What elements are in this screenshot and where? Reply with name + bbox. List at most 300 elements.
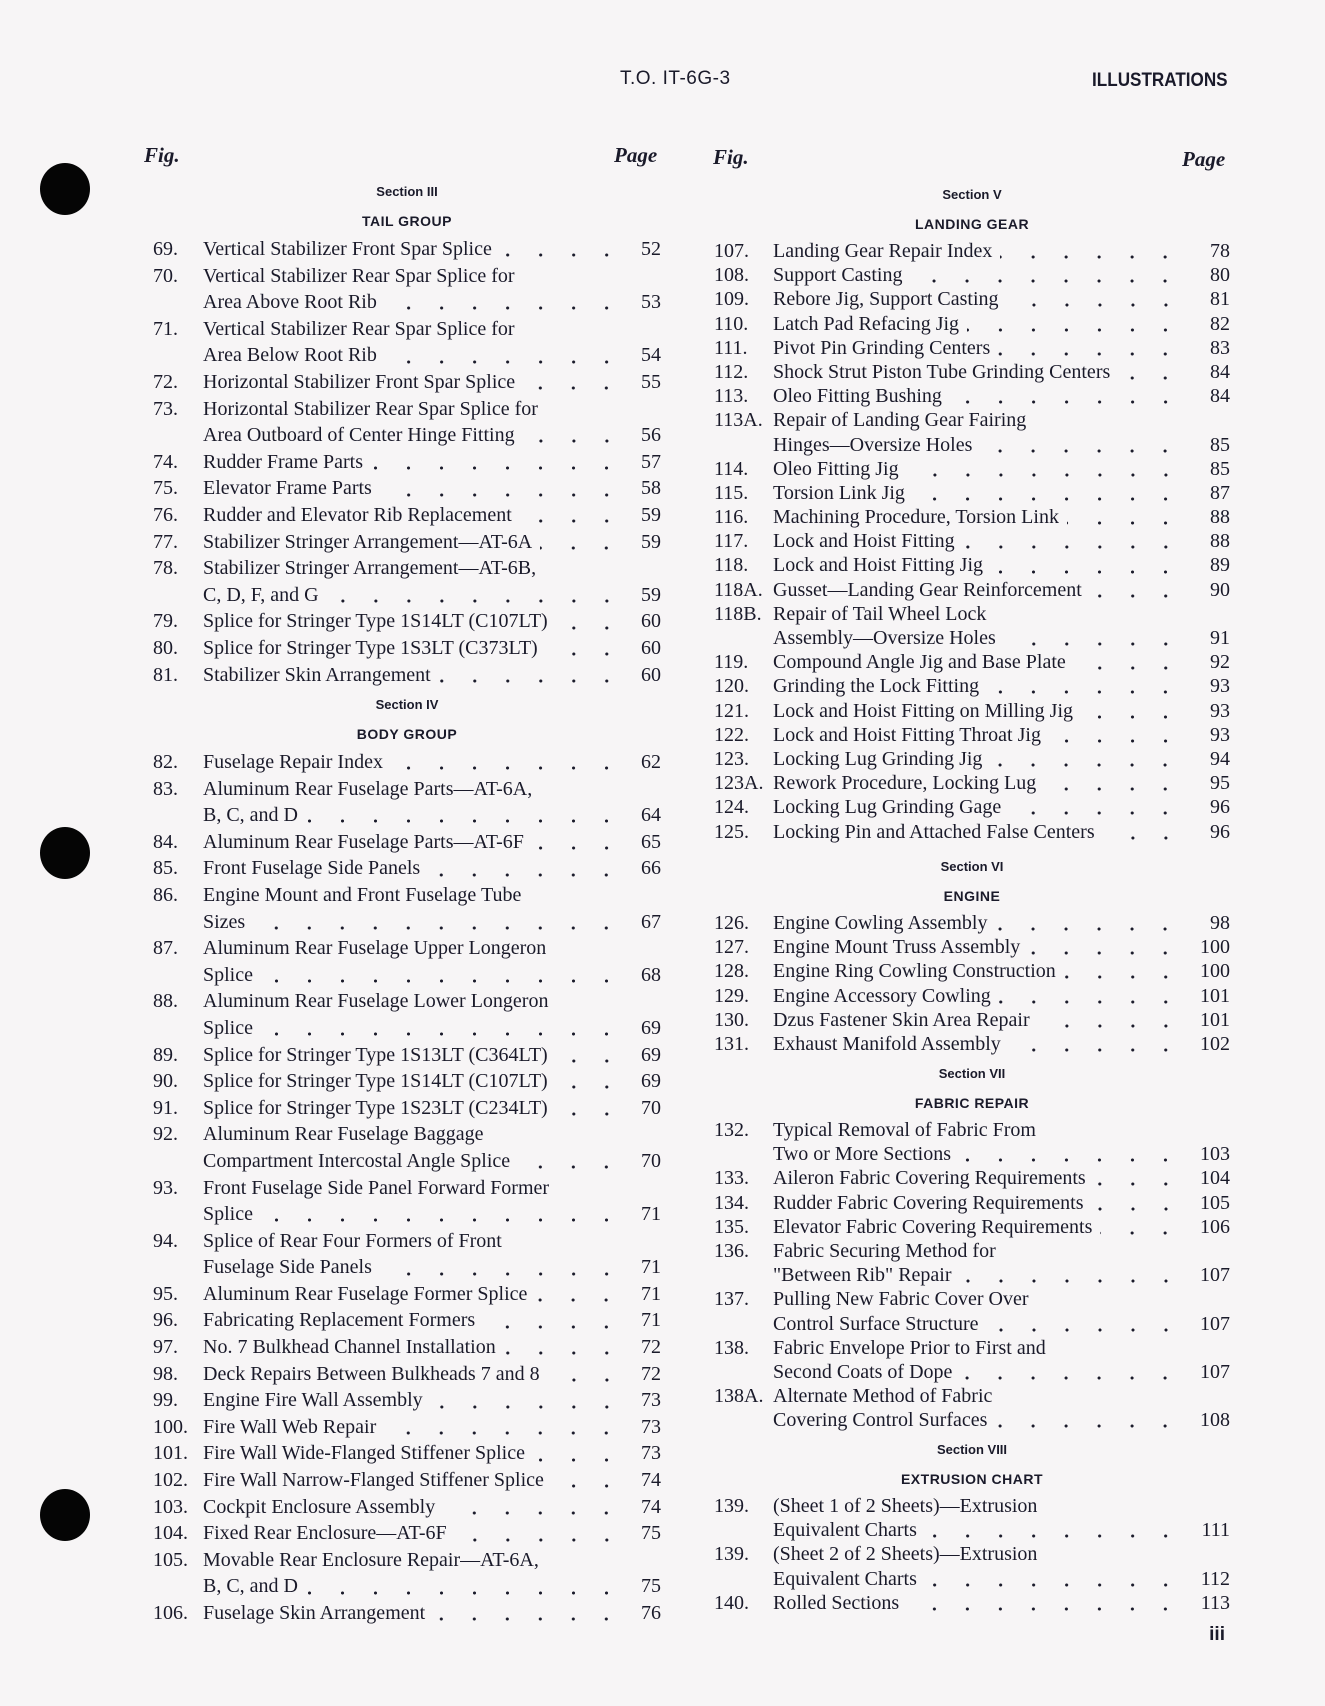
running-title: ILLUSTRATIONS bbox=[1092, 70, 1228, 91]
toc-entry[interactable] bbox=[153, 369, 661, 396]
toc-entry[interactable] bbox=[153, 1175, 661, 1228]
dot-leader bbox=[1044, 787, 1182, 791]
page-number: 93 bbox=[1210, 723, 1230, 746]
toc-entry[interactable] bbox=[714, 1166, 1230, 1190]
page-number: 71 bbox=[641, 1203, 661, 1226]
toc-entry[interactable] bbox=[714, 1591, 1230, 1615]
entry-line bbox=[714, 650, 1230, 674]
toc-entry[interactable] bbox=[714, 336, 1230, 360]
page-number: 81 bbox=[1210, 288, 1230, 311]
toc-entry[interactable] bbox=[153, 1600, 661, 1627]
figure-number: 111. bbox=[714, 336, 748, 359]
entry-title: Covering Control Surfaces bbox=[773, 1409, 988, 1432]
entry-title: Engine Fire Wall Assembly bbox=[203, 1389, 423, 1412]
toc-entry[interactable] bbox=[714, 1239, 1230, 1287]
figure-number: 69. bbox=[153, 238, 178, 260]
entry-title: Compound Angle Jig and Base Plate bbox=[773, 651, 1066, 674]
toc-entry[interactable] bbox=[153, 1414, 661, 1441]
toc-entry[interactable] bbox=[153, 1361, 661, 1388]
dot-leader bbox=[371, 466, 623, 470]
figure-number: 98. bbox=[153, 1362, 178, 1385]
toc-entry[interactable] bbox=[714, 408, 1230, 456]
entry-line bbox=[714, 1166, 1230, 1190]
toc-entry[interactable] bbox=[153, 1467, 661, 1494]
toc-entry[interactable] bbox=[153, 1494, 661, 1521]
section-group-title: LANDING GEAR bbox=[914, 216, 1030, 232]
entry-title: Compartment Intercostal Angle Splice bbox=[203, 1149, 511, 1172]
toc-entry[interactable] bbox=[714, 481, 1230, 505]
entry-line bbox=[714, 699, 1230, 723]
toc-entry[interactable] bbox=[153, 1095, 661, 1122]
entry-line bbox=[714, 1312, 1230, 1336]
entry-title: Gusset—Landing Gear Reinforcement bbox=[773, 578, 1082, 601]
entry-title: Vertical Stabilizer Front Spar Splice bbox=[203, 238, 492, 260]
figure-number: 132. bbox=[714, 1119, 749, 1141]
toc-entry[interactable] bbox=[714, 1287, 1230, 1335]
dot-leader bbox=[959, 1158, 1182, 1162]
page-number: 64 bbox=[641, 804, 661, 827]
dot-leader bbox=[960, 1279, 1182, 1283]
toc-entry[interactable] bbox=[153, 449, 661, 476]
figure-number: 122. bbox=[714, 723, 749, 746]
toc-entry[interactable] bbox=[714, 984, 1230, 1008]
dot-leader bbox=[960, 1376, 1182, 1380]
dot-leader bbox=[963, 545, 1182, 549]
toc-entry[interactable] bbox=[153, 935, 661, 988]
entry-title: Splice of Rear Four Formers of Front bbox=[203, 1229, 502, 1252]
dot-leader bbox=[523, 439, 623, 443]
page-number: 101 bbox=[1200, 984, 1230, 1007]
figure-number: 130. bbox=[714, 1008, 749, 1031]
entry-line bbox=[153, 1307, 661, 1334]
entry-line bbox=[153, 289, 661, 316]
entry-title: Fabric Envelope Prior to First and bbox=[773, 1336, 1046, 1359]
entry-line bbox=[714, 723, 1230, 747]
page-number: 58 bbox=[641, 477, 661, 500]
page-number: 73 bbox=[641, 1389, 661, 1412]
figure-number: 85. bbox=[153, 857, 178, 880]
punch-hole bbox=[40, 1489, 90, 1541]
toc-entry[interactable] bbox=[714, 360, 1230, 384]
page-number: 100 bbox=[1200, 936, 1230, 959]
toc-entry[interactable] bbox=[153, 1121, 661, 1174]
dot-leader bbox=[385, 360, 623, 364]
dot-leader bbox=[925, 1534, 1182, 1538]
entry-title: Fire Wall Web Repair bbox=[203, 1415, 377, 1438]
section-title: Section III bbox=[376, 184, 438, 199]
entry-line bbox=[153, 1600, 661, 1627]
toc-entry[interactable] bbox=[153, 236, 661, 263]
toc-entry[interactable] bbox=[153, 635, 661, 662]
toc-entry[interactable] bbox=[714, 384, 1230, 408]
figure-number: 104. bbox=[153, 1522, 188, 1545]
toc-entry[interactable] bbox=[153, 475, 661, 502]
toc-entry[interactable] bbox=[153, 662, 661, 689]
entry-line bbox=[153, 1520, 661, 1547]
toc-entry[interactable] bbox=[153, 1440, 661, 1467]
toc-entry[interactable] bbox=[153, 396, 661, 449]
section-title: Section VII bbox=[938, 1066, 1006, 1081]
toc-entry[interactable] bbox=[153, 749, 661, 776]
toc-entry[interactable] bbox=[714, 771, 1230, 795]
toc-entry[interactable] bbox=[714, 312, 1230, 336]
figure-number: 78. bbox=[153, 557, 178, 580]
toc-entry[interactable] bbox=[714, 1032, 1230, 1056]
dot-leader bbox=[1007, 303, 1182, 307]
entry-line bbox=[714, 1518, 1230, 1542]
page-number: 70 bbox=[641, 1096, 661, 1119]
entry-line bbox=[153, 608, 661, 635]
dot-leader bbox=[556, 1112, 623, 1116]
entry-line bbox=[153, 1547, 661, 1574]
page-number: 60 bbox=[641, 663, 661, 686]
entry-title: Control Surface Structure bbox=[773, 1312, 979, 1335]
entry-line bbox=[714, 1263, 1230, 1287]
figure-number: 95. bbox=[153, 1282, 178, 1305]
figure-number: 70. bbox=[153, 264, 178, 287]
page-number: 71 bbox=[641, 1309, 661, 1332]
toc-entry[interactable] bbox=[714, 820, 1230, 844]
entry-title: Horizontal Stabilizer Rear Spar Splice for bbox=[203, 397, 538, 420]
toc-section bbox=[714, 181, 1230, 844]
entry-line bbox=[714, 1032, 1230, 1056]
figure-number: 138A. bbox=[714, 1385, 764, 1408]
entry-title: Alternate Method of Fabric bbox=[773, 1385, 993, 1408]
page-number: 53 bbox=[641, 291, 661, 314]
entry-title: Torsion Link Jig bbox=[773, 481, 905, 504]
toc-entry[interactable] bbox=[714, 578, 1230, 602]
entry-title: Splice for Stringer Type 1S14LT (C107LT) bbox=[203, 1070, 548, 1093]
entry-line bbox=[714, 602, 1230, 626]
entry-line bbox=[153, 1068, 661, 1095]
entry-title: (Sheet 1 of 2 Sheets)—Extrusion bbox=[773, 1495, 1038, 1517]
dot-leader bbox=[504, 1351, 623, 1355]
figure-number: 112. bbox=[714, 360, 749, 383]
entry-line bbox=[714, 505, 1230, 529]
page-number: 65 bbox=[641, 830, 661, 853]
entry-line bbox=[714, 795, 1230, 819]
dot-leader bbox=[1090, 594, 1182, 598]
entry-line bbox=[714, 959, 1230, 983]
dot-leader bbox=[950, 400, 1182, 404]
dot-leader bbox=[384, 1431, 623, 1435]
dot-leader bbox=[998, 352, 1182, 356]
figure-number: 80. bbox=[153, 636, 178, 659]
entry-title: Two or More Sections bbox=[773, 1143, 952, 1166]
figure-number: 100. bbox=[153, 1415, 188, 1438]
toc-entry[interactable] bbox=[714, 1494, 1230, 1542]
figure-number: 90. bbox=[153, 1070, 178, 1093]
page-number: 82 bbox=[1210, 312, 1230, 335]
entry-line bbox=[714, 457, 1230, 481]
dot-leader bbox=[380, 493, 623, 497]
entry-title: Stabilizer Skin Arrangement bbox=[203, 663, 431, 686]
toc-entry[interactable] bbox=[153, 555, 661, 608]
toc-entry[interactable] bbox=[714, 239, 1230, 263]
figure-number: 123. bbox=[714, 747, 749, 770]
toc-entry[interactable] bbox=[714, 795, 1230, 819]
page-number: 80 bbox=[1210, 264, 1230, 287]
figure-number: 118A. bbox=[714, 578, 763, 601]
entry-line bbox=[153, 1440, 661, 1467]
right-page-header: Page bbox=[1182, 147, 1226, 171]
entry-line bbox=[153, 1414, 661, 1441]
page-number: 74 bbox=[641, 1469, 661, 1492]
entry-line bbox=[153, 1494, 661, 1521]
toc-entry[interactable] bbox=[714, 602, 1230, 650]
entry-title: Aluminum Rear Fuselage Parts—AT-6A, bbox=[203, 777, 533, 800]
entry-title: Landing Gear Repair Index bbox=[773, 240, 993, 262]
toc-entry[interactable] bbox=[714, 723, 1230, 747]
page-number: 76 bbox=[641, 1602, 661, 1624]
page-number: 69 bbox=[641, 1043, 661, 1066]
toc-entry[interactable] bbox=[153, 829, 661, 856]
toc-entry[interactable] bbox=[714, 674, 1230, 698]
toc-entry[interactable] bbox=[153, 882, 661, 935]
figure-number: 139. bbox=[714, 1495, 749, 1517]
dot-leader bbox=[327, 599, 623, 603]
toc-entry[interactable] bbox=[714, 650, 1230, 674]
entry-line bbox=[153, 1121, 661, 1148]
left-page-header: Page bbox=[614, 143, 658, 167]
page-number: 105 bbox=[1200, 1191, 1230, 1214]
toc-entry[interactable] bbox=[153, 502, 661, 529]
toc-entry[interactable] bbox=[153, 1387, 661, 1414]
entry-title: Rudder and Elevator Rib Replacement bbox=[203, 503, 512, 526]
page-number: 112 bbox=[1200, 1567, 1230, 1590]
dot-leader bbox=[533, 1458, 623, 1462]
page-number: 111 bbox=[1201, 1519, 1230, 1542]
entry-line bbox=[714, 1384, 1230, 1408]
entry-title: Front Fuselage Side Panels bbox=[203, 857, 421, 880]
toc-entry[interactable] bbox=[714, 1215, 1230, 1239]
toc-entry[interactable] bbox=[714, 1118, 1230, 1166]
dot-leader bbox=[1074, 666, 1182, 670]
toc-section bbox=[714, 1060, 1230, 1432]
entry-line bbox=[153, 1175, 661, 1202]
figure-number: 134. bbox=[714, 1191, 749, 1214]
page-number: 98 bbox=[1210, 912, 1230, 934]
page-number: 93 bbox=[1210, 699, 1230, 722]
dot-leader bbox=[1004, 642, 1182, 646]
toc-entry[interactable] bbox=[714, 1384, 1230, 1432]
toc-entry[interactable] bbox=[153, 529, 661, 556]
page-number: 59 bbox=[641, 503, 661, 526]
figure-number: 92. bbox=[153, 1123, 178, 1146]
toc-entry[interactable] bbox=[714, 935, 1230, 959]
entry-title: Splice for Stringer Type 1S13LT (C364LT) bbox=[203, 1043, 548, 1066]
toc-entry[interactable] bbox=[153, 1307, 661, 1334]
dot-leader bbox=[552, 1484, 623, 1488]
page-number: 60 bbox=[641, 636, 661, 659]
entry-title: Elevator Frame Parts bbox=[203, 477, 372, 500]
dot-leader bbox=[428, 873, 623, 877]
dot-leader bbox=[380, 1272, 623, 1276]
toc-entry[interactable] bbox=[153, 608, 661, 635]
entry-line bbox=[153, 829, 661, 856]
entry-line bbox=[714, 984, 1230, 1008]
entry-line bbox=[153, 422, 661, 449]
toc-entry[interactable] bbox=[153, 1068, 661, 1095]
dot-leader bbox=[431, 1405, 623, 1409]
entry-line bbox=[714, 433, 1230, 457]
toc-entry[interactable] bbox=[153, 1228, 661, 1281]
toc-section bbox=[714, 853, 1230, 1056]
dot-leader bbox=[907, 1607, 1182, 1611]
entry-title: Movable Rear Enclosure Repair—AT-6A, bbox=[203, 1548, 539, 1571]
toc-entry[interactable] bbox=[714, 1542, 1230, 1590]
entry-title: No. 7 Bulkhead Channel Installation bbox=[203, 1336, 496, 1359]
entry-line bbox=[153, 1228, 661, 1255]
entry-title: Lock and Hoist Fitting bbox=[773, 530, 955, 553]
toc-entry[interactable] bbox=[714, 263, 1230, 287]
entry-line bbox=[714, 384, 1230, 408]
section-title: Section V bbox=[942, 187, 1002, 202]
page-number: 108 bbox=[1200, 1409, 1230, 1432]
figure-number: 125. bbox=[714, 820, 749, 843]
dot-leader bbox=[483, 1325, 623, 1329]
figure-number: 106. bbox=[153, 1602, 188, 1624]
entry-title: Engine Ring Cowling Construction bbox=[773, 960, 1056, 983]
figure-number: 91. bbox=[153, 1096, 178, 1119]
figure-number: 126. bbox=[714, 912, 749, 934]
toc-entry[interactable] bbox=[714, 1008, 1230, 1032]
section-title: Section VI bbox=[940, 859, 1004, 874]
toc-entry[interactable] bbox=[153, 1281, 661, 1308]
page-number: 73 bbox=[641, 1415, 661, 1438]
dot-leader bbox=[556, 1059, 623, 1063]
right-fig-header: Fig. bbox=[713, 145, 749, 169]
entry-title: Fuselage Skin Arrangement bbox=[203, 1602, 426, 1624]
entry-title: B, C, and D bbox=[203, 1575, 298, 1598]
entry-line bbox=[714, 626, 1230, 650]
entry-line bbox=[153, 475, 661, 502]
entry-line bbox=[714, 481, 1230, 505]
entry-line bbox=[714, 360, 1230, 384]
dot-leader bbox=[925, 1583, 1182, 1587]
entry-title: Rebore Jig, Support Casting bbox=[773, 288, 999, 311]
page-number: 67 bbox=[641, 910, 661, 933]
punch-hole bbox=[40, 163, 90, 215]
page-number: 95 bbox=[1210, 772, 1230, 795]
page-number: 84 bbox=[1210, 385, 1230, 408]
entry-title: Support Casting bbox=[773, 264, 903, 287]
entry-title: Splice bbox=[203, 1203, 253, 1226]
toc-entry[interactable] bbox=[153, 855, 661, 882]
dot-leader bbox=[540, 546, 623, 550]
dot-leader bbox=[548, 1378, 623, 1382]
dot-leader bbox=[1028, 951, 1182, 955]
entry-title: Oleo Fitting Jig bbox=[773, 457, 899, 480]
entry-line bbox=[714, 1142, 1230, 1166]
toc-entry[interactable] bbox=[714, 747, 1230, 771]
dot-leader bbox=[306, 819, 623, 823]
entry-title: Aluminum Rear Fuselage Lower Longeron bbox=[203, 990, 549, 1013]
entry-line bbox=[153, 502, 661, 529]
entry-line bbox=[153, 1095, 661, 1122]
toc-entry[interactable] bbox=[714, 699, 1230, 723]
entry-title: Aluminum Rear Fuselage Baggage bbox=[203, 1123, 484, 1146]
page-number: 84 bbox=[1210, 360, 1230, 383]
page-number: 92 bbox=[1210, 651, 1230, 674]
toc-entry[interactable] bbox=[714, 529, 1230, 553]
entry-title: Fuselage Repair Index bbox=[203, 751, 383, 773]
entry-title: Rework Procedure, Locking Lug bbox=[773, 772, 1037, 795]
dot-leader bbox=[995, 1424, 1182, 1428]
toc-entry[interactable] bbox=[714, 457, 1230, 481]
entry-line bbox=[153, 1467, 661, 1494]
page-number: 100 bbox=[1200, 960, 1230, 983]
entry-title: Horizontal Stabilizer Front Spar Splice bbox=[203, 370, 516, 393]
toc-entry[interactable] bbox=[153, 263, 661, 316]
toc-entry[interactable] bbox=[714, 1191, 1230, 1215]
entry-title: Fixed Rear Enclosure—AT-6F bbox=[203, 1522, 447, 1545]
toc-entry[interactable] bbox=[714, 287, 1230, 311]
figure-number: 83. bbox=[153, 777, 178, 800]
entry-title: Assembly—Oversize Holes bbox=[773, 627, 996, 649]
dot-leader bbox=[261, 1032, 623, 1036]
figure-number: 84. bbox=[153, 830, 178, 853]
toc-entry[interactable] bbox=[714, 911, 1230, 935]
dot-leader bbox=[1092, 1207, 1183, 1211]
entry-line bbox=[153, 909, 661, 936]
figure-number: 73. bbox=[153, 397, 178, 420]
entry-line bbox=[153, 529, 661, 556]
page-number: 72 bbox=[641, 1336, 661, 1359]
figure-number: 82. bbox=[153, 751, 178, 773]
figure-number: 96. bbox=[153, 1309, 178, 1332]
figure-number: 115. bbox=[714, 481, 749, 504]
section-group-title: TAIL GROUP bbox=[361, 213, 453, 229]
section-group-title: FABRIC REPAIR bbox=[914, 1095, 1030, 1111]
entry-line bbox=[153, 1201, 661, 1228]
entry-line bbox=[714, 263, 1230, 287]
entry-line bbox=[714, 529, 1230, 553]
toc-entry[interactable] bbox=[153, 1520, 661, 1547]
figure-number: 76. bbox=[153, 503, 178, 526]
toc-entry[interactable] bbox=[153, 316, 661, 369]
toc-entry[interactable] bbox=[714, 505, 1230, 529]
entry-title: Rolled Sections bbox=[773, 1591, 900, 1614]
toc-entry[interactable] bbox=[153, 776, 661, 829]
entry-line bbox=[153, 962, 661, 989]
entry-title: Cockpit Enclosure Assembly bbox=[203, 1495, 436, 1518]
dot-leader bbox=[556, 1085, 623, 1089]
page-number: 74 bbox=[641, 1495, 661, 1518]
toc-entry[interactable] bbox=[714, 553, 1230, 577]
entry-line bbox=[153, 396, 661, 423]
dot-leader bbox=[910, 279, 1182, 283]
entry-title: Typical Removal of Fabric From bbox=[773, 1119, 1036, 1141]
toc-entry[interactable] bbox=[153, 1334, 661, 1361]
figure-number: 101. bbox=[153, 1442, 188, 1465]
dot-leader bbox=[1103, 836, 1182, 840]
toc-entry[interactable] bbox=[714, 1336, 1230, 1384]
entry-title: Rudder Frame Parts bbox=[203, 450, 363, 473]
entry-line bbox=[153, 316, 661, 343]
entry-line bbox=[714, 1215, 1230, 1239]
toc-entry[interactable] bbox=[153, 1042, 661, 1069]
toc-entry[interactable] bbox=[153, 988, 661, 1041]
figure-number: 131. bbox=[714, 1032, 749, 1055]
toc-entry[interactable] bbox=[714, 959, 1230, 983]
page-number: 96 bbox=[1210, 796, 1230, 819]
figure-number: 88. bbox=[153, 990, 178, 1013]
entry-title: Lock and Hoist Fitting on Milling Jig bbox=[773, 699, 1074, 722]
entry-title: Fabricating Replacement Formers bbox=[203, 1309, 476, 1332]
entry-line bbox=[153, 635, 661, 662]
toc-entry[interactable] bbox=[153, 1547, 661, 1600]
